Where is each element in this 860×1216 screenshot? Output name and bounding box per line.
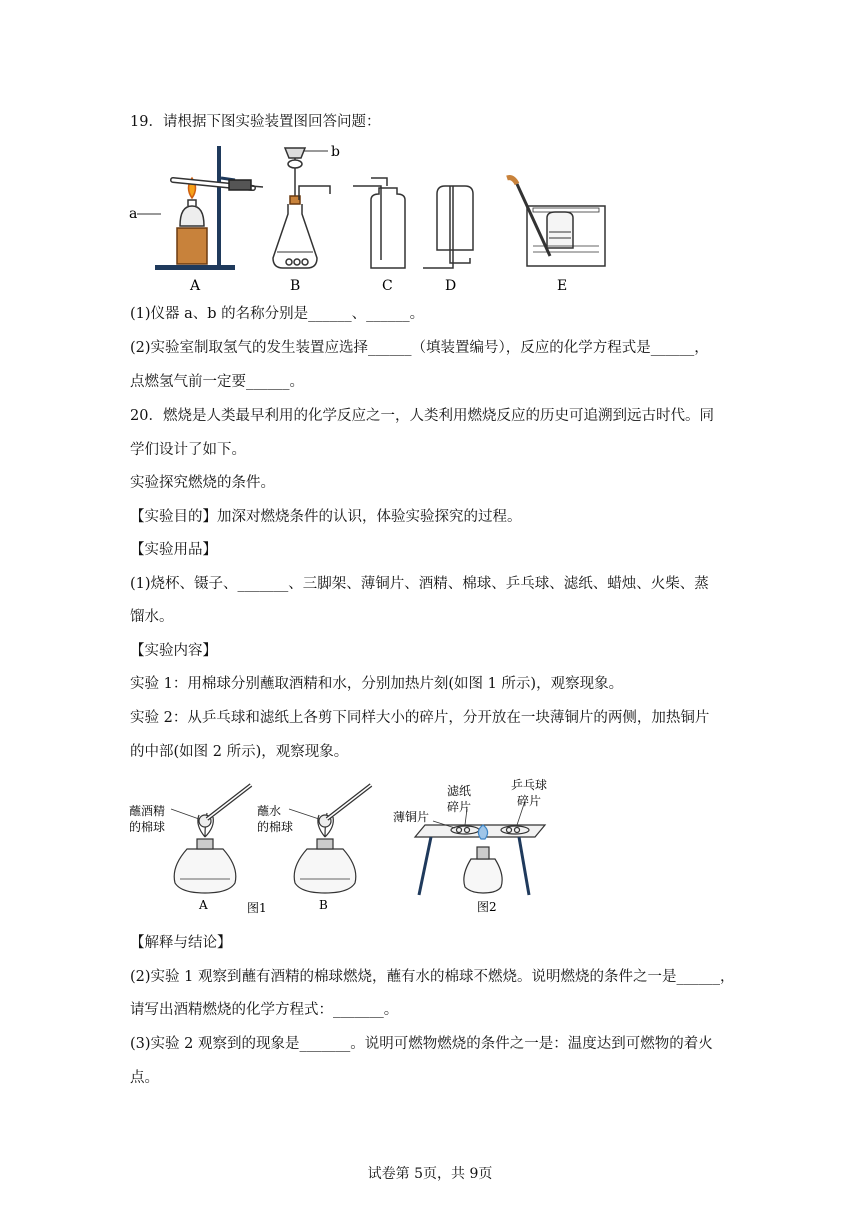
pingpong-label-1: 乒乓球: [511, 778, 548, 792]
water-label-1: 蘸水: [257, 804, 282, 818]
label-B: B: [290, 278, 301, 294]
q20-supplies-heading: 【实验用品】: [130, 542, 217, 558]
label-b: b: [331, 144, 340, 160]
alcohol-label-2: 的棉球: [129, 820, 166, 834]
q19-sub2-line2: 点燃氢气前一定要______。: [130, 374, 304, 390]
q19-title: 19．请根据下图实验装置图回答问题：: [130, 114, 381, 130]
pingpong-label-2: 碎片: [517, 794, 542, 808]
q19-sub2-line1: (2)实验室制取氢气的发生装置应选择______（填装置编号），反应的化学方程式是______，: [130, 340, 709, 356]
q20-content-heading: 【实验内容】: [130, 643, 217, 659]
q20-exp2-line1: 实验 2：从乒乓球和滤纸上各剪下同样大小的碎片，分开放在一块薄铜片的两侧，加热铜片: [130, 710, 710, 726]
filter-label-2: 碎片: [447, 800, 472, 814]
label-E: E: [557, 278, 568, 294]
fig1-burner-a: [171, 785, 251, 893]
q20-intro-line2: 学们设计了如下。: [130, 442, 246, 458]
q20-c3-line2: 点。: [130, 1070, 159, 1086]
fig1-label-B: B: [319, 898, 328, 912]
label-A: A: [190, 278, 201, 294]
page-footer: 试卷第 5页，共 9页: [367, 1166, 493, 1182]
label-a: a: [129, 206, 138, 222]
apparatus-e: [507, 178, 605, 266]
copper-label: 薄铜片: [393, 810, 430, 824]
q20-c2-line1: (2)实验 1 观察到蘸有酒精的棉球燃烧，蘸有水的棉球不燃烧。说明燃烧的条件之一是______，: [130, 969, 735, 985]
q20-conclusion-heading: 【解释与结论】: [130, 935, 232, 951]
label-D: D: [445, 278, 457, 294]
q19-sub1: (1)仪器 a、b 的名称分别是______、______。: [130, 306, 425, 322]
q20-topic: 实验探究燃烧的条件。: [130, 475, 275, 491]
q20-c2-line2: 请写出酒精燃烧的化学方程式：_______。: [130, 1002, 399, 1018]
apparatus-a: [137, 146, 263, 270]
fig2-apparatus: [415, 801, 545, 895]
fig1-burner-b: [289, 785, 371, 893]
q20-supplies-line2: 馏水。: [130, 609, 174, 625]
q20-exp2-line2: 的中部(如图 2 所示)，观察现象。: [130, 744, 349, 760]
q20-c3-line1: (3)实验 2 观察到的现象是_______。说明可燃物燃烧的条件之一是：温度达到可燃物的着火: [130, 1036, 713, 1052]
label-C: C: [382, 278, 393, 294]
apparatus-b: [273, 148, 330, 268]
fig2-caption: 图2: [477, 900, 497, 914]
fig1-caption: 图1: [247, 901, 267, 915]
filter-label-1: 滤纸: [447, 784, 472, 798]
fig1-label-A: A: [199, 898, 208, 912]
q20-purpose: 【实验目的】加深对燃烧条件的认识，体验实验探究的过程。: [130, 509, 522, 525]
q20-supplies-line1: (1)烧杯、镊子、_______、三脚架、薄铜片、酒精、棉球、乒乓球、滤纸、蜡烛、火柴、蒸: [130, 576, 709, 592]
q20-exp1: 实验 1：用棉球分别蘸取酒精和水，分别加热片刻(如图 1 所示)，观察现象。: [130, 676, 624, 692]
alcohol-label-1: 蘸酒精: [129, 804, 166, 818]
q20-intro-line1: 20．燃烧是人类最早利用的化学反应之一，人类利用燃烧反应的历史可追溯到远古时代。同: [130, 408, 714, 424]
q20-figure: [125, 775, 565, 925]
apparatus-d: [423, 186, 473, 268]
apparatus-c: [353, 178, 405, 268]
q19-apparatus-figure: [125, 138, 625, 298]
water-label-2: 的棉球: [257, 820, 294, 834]
